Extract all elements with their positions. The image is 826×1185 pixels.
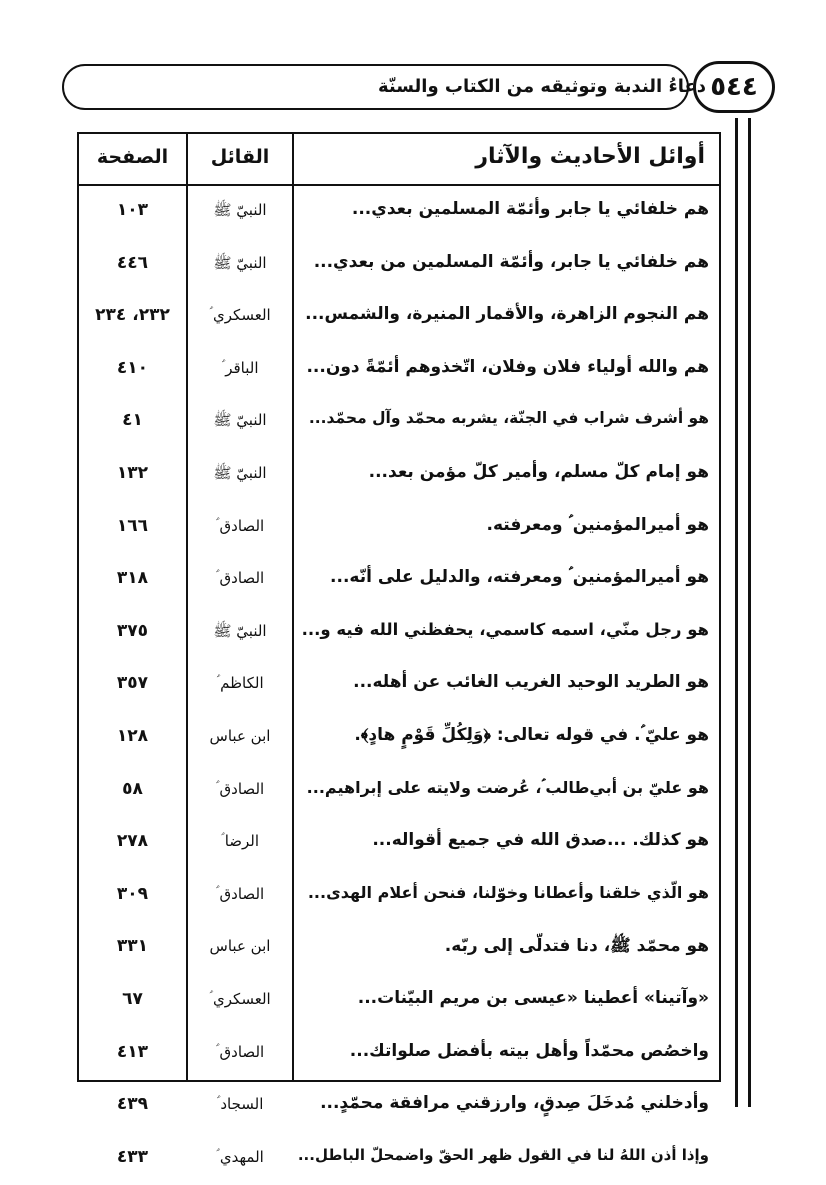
speaker-cell: النبيّ ﷺ — [213, 201, 267, 219]
table-row — [79, 239, 719, 292]
table-row — [79, 291, 719, 344]
page-cell: ٦٧ — [122, 989, 143, 1009]
hadith-cell: هم والله أولياء فلان وفلان، اتّخذوهم أئمّةً دون... — [306, 356, 709, 377]
hadith-cell: هو إمام كلّ مسلم، وأمير كلّ مؤمن بعد... — [368, 462, 709, 482]
hadith-cell: هم خلفائي يا جابر، وأئمّة المسلمين من بعدي... — [313, 251, 709, 272]
speaker-cell: ابن عباس — [209, 727, 271, 745]
speaker-cell: السجاد ؑ — [216, 1095, 264, 1114]
table-header-row — [79, 134, 719, 186]
hadith-cell: هو أميرالمؤمنين ؑ ومعرفته. — [486, 514, 709, 535]
table-row — [79, 975, 719, 1028]
speaker-cell: الصادق ؑ — [215, 1042, 265, 1061]
page-cell: ٢٧٨ — [116, 831, 149, 852]
page-cell: ٤٤٦ — [116, 252, 149, 273]
page-cell: ٣٧٥ — [116, 620, 149, 641]
page-cell: ٤١٣ — [116, 1041, 149, 1062]
table-row — [79, 502, 719, 555]
page-cell: ٣٥٧ — [116, 673, 149, 694]
table-row — [79, 449, 719, 502]
hadith-cell: هم النجوم الزاهرة، والأقمار المنيرة، والشمس... — [305, 304, 709, 325]
speaker-cell: المهدي ؑ — [216, 1147, 264, 1166]
page-cell: ٤٣٩ — [116, 1094, 149, 1115]
page-cell: ٣١٨ — [116, 568, 149, 589]
hadith-cell: هو عليّ بن أبي‌طالب ؑ، عُرضت ولايته على إبراهيم... — [306, 777, 709, 797]
running-header-title: دعاءُ الندبة وتوثيقه من الكتاب والسنّة — [377, 76, 706, 97]
page-cell: ٥٨ — [122, 778, 143, 799]
hadith-cell: هو رجل منّي، اسمه كاسمي، يحفظني الله فيه و... — [301, 619, 709, 639]
hadith-cell: هو أميرالمؤمنين ؑ ومعرفته، والدليل على أنّه... — [330, 567, 709, 588]
table-row — [79, 765, 719, 818]
speaker-cell: الصادق ؑ — [215, 569, 265, 588]
column-header-speaker: القائل — [210, 146, 270, 168]
column-header-page: الصفحة — [96, 146, 169, 168]
page-cell: ١٣٢ — [116, 463, 149, 483]
speaker-cell: العسكري ؑ — [209, 990, 271, 1008]
speaker-cell: ابن عباس — [209, 937, 271, 956]
page-cell: ٢٣٢، ٢٣٤ — [95, 305, 170, 326]
hadith-cell: هو الّذي خلقنا وأعطانا وخوّلنا، فنحن أعلام الهدى... — [307, 882, 709, 902]
hadith-cell: هم خلفائي يا جابر وأئمّة المسلمين بعدي... — [351, 199, 709, 219]
table-row — [79, 186, 719, 239]
page-cell: ١٢٨ — [116, 726, 149, 746]
speaker-cell: الصادق ؑ — [215, 884, 265, 903]
table-row — [79, 344, 719, 397]
table-row — [79, 1028, 719, 1081]
speaker-cell: النبيّ ﷺ — [213, 253, 267, 272]
hadith-cell: هو محمّد ﷺ، دنا فتدلّى إلى ربّه. — [444, 936, 709, 957]
table-row — [79, 817, 719, 870]
hadith-cell: هو أشرف شراب في الجنّة، يشربه محمّد وآل محمّد... — [308, 409, 709, 428]
speaker-cell: الصادق ؑ — [215, 779, 265, 798]
hadith-cell: هو كذلك. ...صدق الله في جميع أقواله... — [372, 830, 709, 851]
speaker-cell: الكاظم ؑ — [216, 674, 264, 693]
page-cell: ٣٠٩ — [116, 883, 149, 904]
hadith-cell: واخصُص محمّداً وأهل بيته بأفضل صلواتك... — [349, 1040, 709, 1061]
hadith-cell: وأدخلني مُدخَلَ صِدقٍ، وارزقني مرافقة محمّدٍ... — [320, 1093, 709, 1114]
table-row — [79, 554, 719, 607]
speaker-cell: الباقر ؑ — [221, 358, 259, 377]
column-header-hadith: أوائل الأحاديث والآثار — [475, 144, 705, 169]
speaker-cell: النبيّ ﷺ — [213, 411, 267, 430]
page-cell: ٤١ — [122, 410, 143, 431]
page-cell: ٤٣٣ — [116, 1146, 149, 1167]
page-number: ٥٤٤ — [693, 61, 775, 113]
speaker-cell: النبيّ ﷺ — [213, 621, 267, 640]
table-row — [79, 659, 719, 712]
margin-rule — [748, 118, 751, 1107]
speaker-cell: الرضا ؑ — [220, 832, 260, 851]
table-row — [79, 870, 719, 923]
page-cell: ٤١٠ — [116, 357, 149, 378]
page-cell: ١٦٦ — [116, 515, 149, 536]
speaker-cell: العسكري ؑ — [209, 306, 271, 325]
hadith-cell: «وآتينا» أعطينا «عيسى بن مريم البيّنات... — [357, 988, 709, 1008]
hadith-cell: وإذا أذن اللهُ لنا في القول ظهر الحقّ واضمحلّ الباطل... — [297, 1145, 709, 1164]
table-row — [79, 712, 719, 765]
hadith-cell: هو عليّ ؑ. في قوله تعالى: ﴿وَلِكُلِّ قَوْمٍ هادٍ﴾. — [354, 725, 709, 745]
table-row — [79, 922, 719, 975]
speaker-cell: الصادق ؑ — [215, 516, 265, 535]
table-row — [79, 396, 719, 449]
hadith-cell: هو الطريد الوحيد الغريب الغائب عن أهله... — [353, 672, 709, 693]
hadith-index-table — [77, 132, 721, 1167]
table-row — [79, 1133, 719, 1185]
table-row — [79, 1080, 719, 1133]
page-cell: ٣٣١ — [116, 936, 149, 957]
table-row — [79, 607, 719, 660]
margin-rule — [735, 118, 738, 1107]
page-cell: ١٠٣ — [116, 200, 149, 220]
speaker-cell: النبيّ ﷺ — [213, 464, 267, 482]
